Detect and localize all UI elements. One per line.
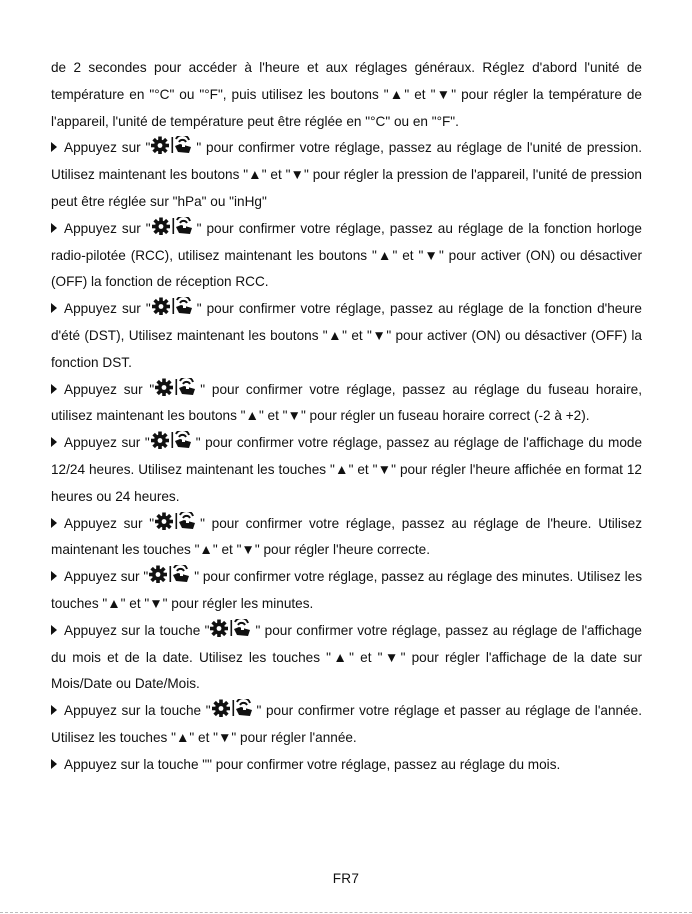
paragraph-text: " pour confirmer votre réglage, passez au réglage de la fonction d'heure d'été (DST), Utilisez maintenant les boutons "▲" et "▼" pour activer (ON) ou désactiver (OFF) la fonction DST. [51, 301, 646, 370]
paragraph-text: " pour confirmer votre réglage, passez au réglage du fuseau horaire, utilisez maintenant les boutons "▲" et "▼" pour régler un fuseau horaire correct (-2 à +2). [51, 381, 646, 424]
paragraph-text: " pour confirmer votre réglage, passez au réglage de l'affichage du mois et de la date. Utilisez les touches "▲" et "▼" pour régler l'affichage de la date sur Mois/Date ou Date/Mois. [51, 622, 646, 692]
instruction-step [51, 377, 646, 431]
gear-sensor-icon [154, 512, 200, 530]
paragraph-text: " pour confirmer votre réglage, passez au réglage de l'unité de pression. Utilisez maintenant les boutons "▲" et "▼" pour régler la pression de l'appareil, l'unité de pression peut être réglée sur "hPa" ou "inHg" [51, 140, 646, 209]
bullet-arrow-icon [51, 384, 57, 394]
bullet-arrow-icon [51, 303, 57, 313]
bullet-arrow-icon [51, 571, 57, 581]
paragraph-text: " pour confirmer votre réglage, passez au réglage des minutes. Utilisez les touches "▲" et "▼" pour régler les minutes. [51, 569, 646, 611]
paragraph-text: " pour confirmer votre réglage, passez au réglage de l'affichage du mode 12/24 heures. Utilisez maintenant les touches "▲" et "▼" pour régler l'heure affichée en format 12 heures ou 24 heures. [51, 435, 646, 504]
gear-sensor-icon [211, 699, 257, 717]
page-edge-divider [0, 912, 692, 913]
paragraph-text: Appuyez sur la touche " [64, 703, 211, 719]
page-number: FR7 [332, 871, 360, 886]
paragraph-text: Appuyez sur " [64, 515, 155, 531]
intro-paragraph [51, 55, 646, 135]
bullet-arrow-icon [51, 518, 57, 528]
paragraph-text: Appuyez sur " [64, 381, 155, 397]
paragraph-text: Appuyez sur " [64, 301, 151, 317]
instruction-step [51, 135, 646, 215]
paragraph-text: " pour confirmer votre réglage, passez au réglage de l'heure. Utilisez maintenant les touches "▲" et "▼" pour régler l'heure correcte. [51, 515, 646, 558]
gear-sensor-icon [151, 217, 197, 235]
paragraph-text: Appuyez sur " [64, 435, 150, 451]
bullet-arrow-icon [51, 705, 57, 715]
instruction-step [51, 430, 646, 510]
gear-sensor-icon [148, 565, 194, 583]
instruction-step [51, 698, 646, 752]
document-body [51, 55, 646, 779]
gear-sensor-icon [151, 297, 197, 315]
paragraph-text: " pour confirmer votre réglage, passez au réglage de la fonction horloge radio-pilotée (RCC), utilisez maintenant les boutons "▲" et "▼" pour activer (ON) ou désactiver (OFF) la fonction de réception RCC. [51, 220, 646, 290]
instruction-step [51, 296, 646, 376]
gear-sensor-icon [150, 136, 196, 154]
instruction-step [51, 618, 646, 698]
paragraph-text: de 2 secondes pour accéder à l'heure et aux réglages généraux. Réglez d'abord l'unité de température en "°C" ou "°F", puis utilisez les boutons "▲" et "▼" pour régler la température de l'appareil, l'unité de température peut être réglée en "°C" ou en "°F". [51, 60, 646, 129]
bullet-arrow-icon [51, 437, 57, 447]
instruction-step [51, 216, 646, 296]
bullet-arrow-icon [51, 625, 57, 635]
bullet-arrow-icon [51, 223, 57, 233]
paragraph-text: Appuyez sur " [64, 140, 151, 156]
paragraph-text: Appuyez sur " [64, 569, 149, 585]
paragraph-text: Appuyez sur la touche " [64, 622, 210, 638]
instruction-step [51, 564, 646, 618]
instruction-step [51, 752, 642, 779]
paragraph-text: Appuyez sur la touche "" pour confirmer votre réglage, passez au réglage du mois. [64, 756, 561, 772]
instruction-step [51, 511, 646, 565]
gear-sensor-icon [154, 378, 200, 396]
gear-sensor-icon [209, 619, 255, 637]
bullet-arrow-icon [51, 759, 57, 769]
paragraph-text: " pour confirmer votre réglage et passer au réglage de l'année. Utilisez les touches "▲" et "▼" pour régler l'année. [51, 703, 646, 745]
paragraph-text: Appuyez sur " [64, 220, 151, 236]
bullet-arrow-icon [51, 142, 57, 152]
gear-sensor-icon [150, 431, 196, 449]
